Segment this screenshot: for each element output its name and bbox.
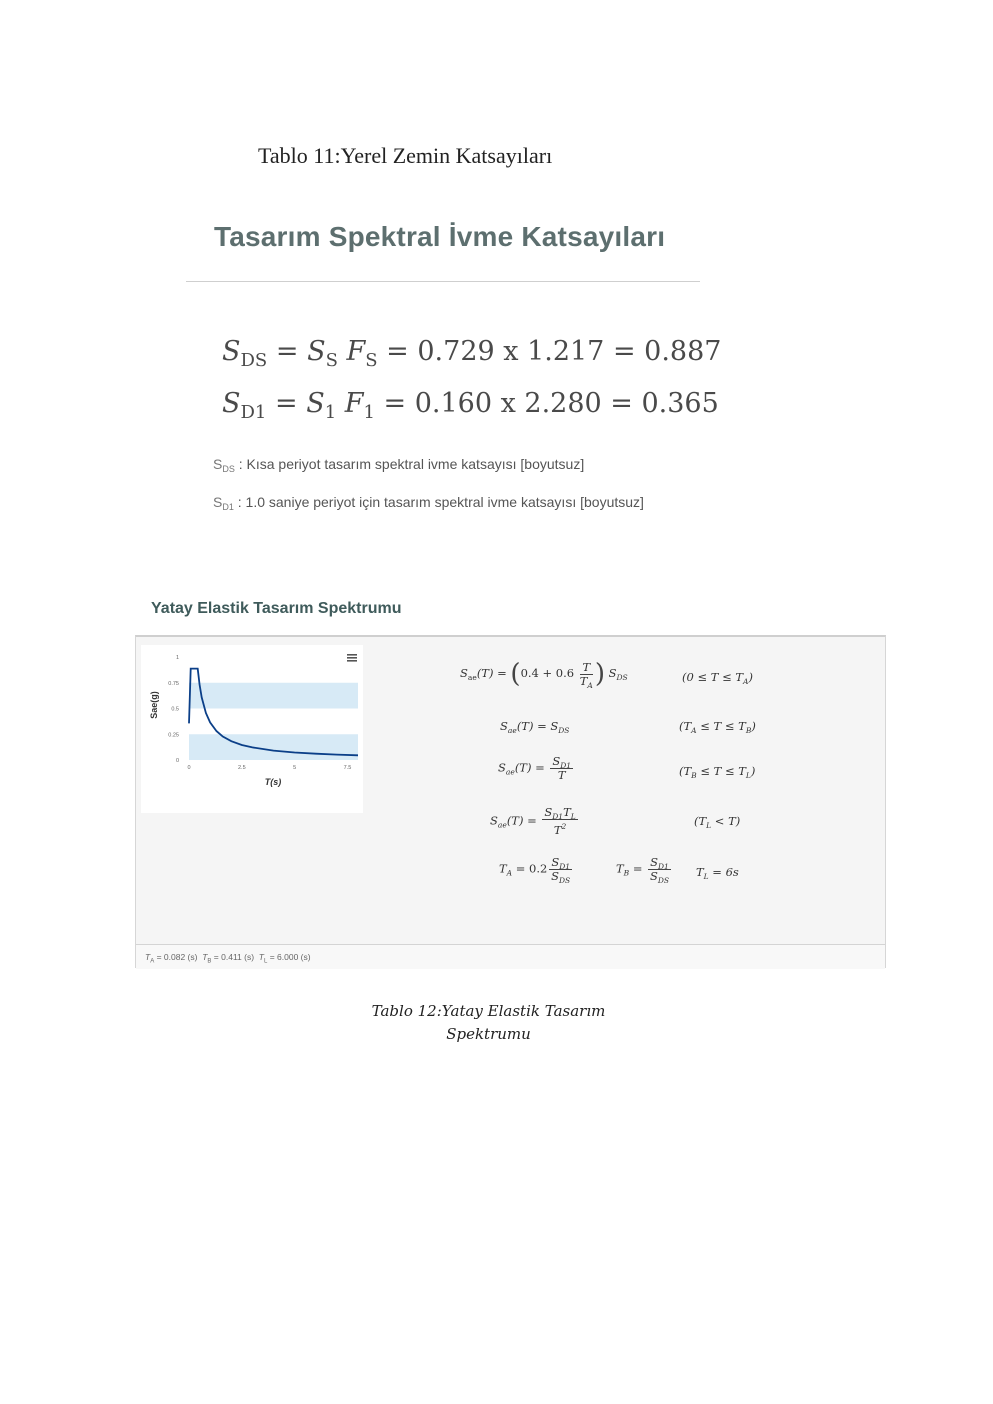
sds-definition: $S_{DS}$ : Kısa periyot tasarım spektral ivme katsayısı [boyutsuz]	[213, 456, 585, 474]
table-12-caption-line2: Spektrumu	[446, 1025, 531, 1043]
condition-3: $(T_B \le T \le T_L)$	[679, 764, 756, 780]
formula-sae-4: $S_{ae}(T)$ = $\frac{S_{D1}T_L}{T^2}$	[490, 805, 576, 837]
spectrum-footer	[136, 944, 885, 969]
y-tick-label: 0.75	[168, 680, 179, 687]
spectrum-title: Yatay Elastik Tasarım Spektrumu	[151, 600, 402, 617]
table-12-caption-line1: Tablo 12:Yatay Elastik Tasarım	[371, 1002, 606, 1020]
plot-band	[189, 734, 358, 760]
chart-svg	[141, 645, 363, 813]
sd1-definition: $S_{D1}$ : 1.0 saniye periyot için tasarım spektral ivme katsayısı [boyutsuz]	[213, 494, 644, 512]
plot-band	[189, 683, 358, 709]
x-tick-label: 5	[293, 765, 297, 771]
y-tick-label: 0.25	[168, 732, 179, 739]
y-tick-label: 1	[175, 655, 179, 661]
sds-result: = 0.729 x 1.217 = 0.887	[386, 336, 722, 367]
x-axis-label: T(s)	[264, 777, 282, 787]
sd1-equation: $S_{D1} = S_1$ $F_1 = 0.160$ x 2.280 = 0.365	[222, 388, 719, 423]
y-axis-label: Sae(g)	[149, 691, 159, 719]
condition-2: $(T_A \le T \le T_B)$	[679, 719, 756, 735]
formula-sae-1: $S_{ae}(T) = (0.4 + 0.6$ $\frac{T}{T_A}$ ) $S_{DS}$	[460, 659, 628, 690]
formula-tl: $T_L = 6s$	[696, 865, 739, 881]
coefficients-title: Tasarım Spektral İvme Katsayıları	[214, 221, 666, 252]
period-values: $T_A = 0.082$ (s) $T_B = 0.411$ (s) $T_L = 6.000$ (s)	[145, 952, 311, 965]
sd1-result: = 0.160 x 2.280 = 0.365	[383, 388, 719, 419]
table-12-caption	[348, 1000, 629, 1046]
formula-sae-2: $S_{ae}(T) = S_{DS}$	[500, 719, 570, 735]
spectrum-panel	[135, 635, 886, 968]
spectrum-chart	[141, 645, 363, 813]
sds-equation: $S_{DS} = S_S$ $F_S = 0.729$ x 1.217 = 0.887	[222, 336, 722, 371]
hamburger-menu-icon[interactable]	[347, 654, 357, 662]
formula-ta: $T_A = 0.2$ $\frac{S_{D1}}{S_{DS}}$	[499, 855, 571, 885]
section-divider	[186, 281, 700, 282]
x-tick-label: 2.5	[237, 765, 246, 771]
formula-sae-3: $S_{ae}(T)$ = $\frac{S_{D1}}{T}$	[498, 754, 572, 782]
x-tick-label: 0	[187, 765, 191, 771]
table-11-caption: Tablo 11:Yerel Zemin Katsayıları	[258, 143, 553, 168]
y-tick-label: 0	[175, 758, 179, 764]
formula-tb: $T_B$ = $\frac{S_{D1}}{S_{DS}}$	[616, 855, 669, 885]
condition-1: $(0 \le T \le T_A)$	[682, 670, 753, 686]
x-tick-label: 7.5	[343, 765, 352, 771]
y-tick-label: 0.5	[171, 706, 179, 713]
condition-4: $(T_L < T)$	[694, 814, 741, 830]
